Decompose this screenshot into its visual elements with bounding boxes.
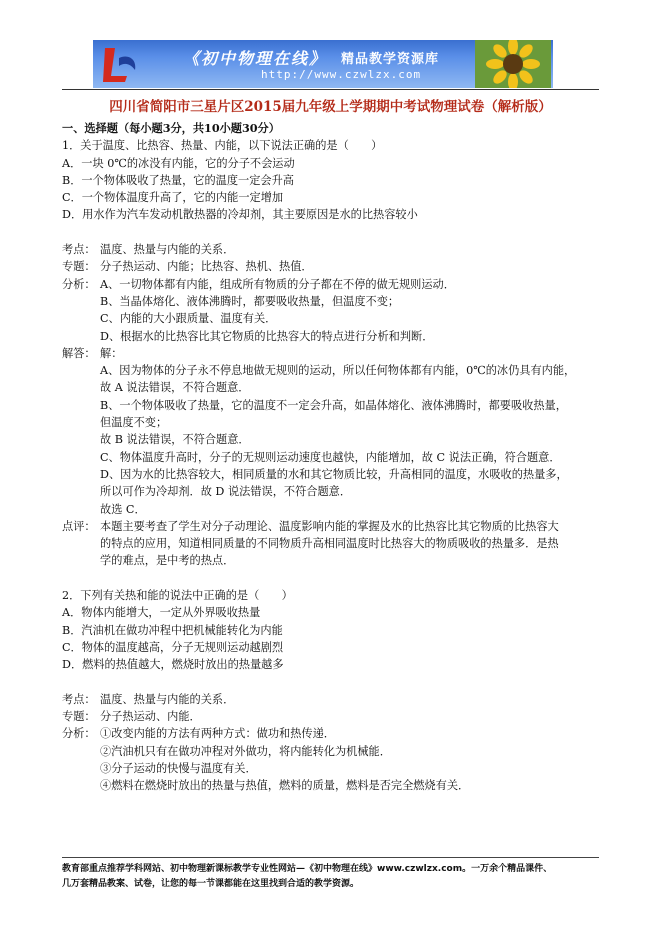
question-1-kaodian [62,241,602,258]
document-title: 四川省简阳市三星片区2015届九年级上学期期中考试物理试卷（解析版） [109,99,552,115]
question-1-fenxi [62,276,602,293]
kaodian-label: 考点： [62,243,96,257]
footer-line: 几万套精品教案、试卷，让您的每一节课都能在这里找到合适的教学资源。 [62,879,360,889]
question-2-option-b: B．汽油机在做功冲程中把机械能转化为内能 [62,623,283,637]
banner-subtitle: 精品教学资源库 [341,52,440,67]
sunflower-icon [475,40,551,88]
site-logo-icon [97,42,141,86]
question-1-option-a: A．一块 0℃的冰没有内能，它的分子不会运动 [62,156,295,170]
fenxi-label: 分析： [62,277,96,291]
footer-line: 教育部重点推荐学科网站、初中物理新课标教学专业性网站—《初中物理在线》www.czwlzx.com。一万余个精品课件、 [62,864,553,874]
kaodian-label: 考点： [62,692,96,706]
dianping-line: 学的难点，是中考的热点． [100,554,235,568]
section-heading: 一、选择题（每小题3分，共10小题30分） [62,121,280,135]
jieda-line: 故 A 说法错误，不符合题意． [100,381,250,395]
kaodian-text: 温度、热量与内能的关系． [100,243,235,257]
jieda-line: 所以可作为冷却剂．故 D 说法错误，不符合题意． [100,485,352,499]
zhuanti-label: 专题： [62,710,96,724]
site-banner [93,40,553,88]
jieda-intro: 解： [100,346,123,360]
jieda-line: 故 B 说法错误，不符合题意． [100,433,250,447]
kaodian-text: 温度、热量与内能的关系． [100,692,235,706]
fenxi-line: ①改变内能的方法有两种方式：做功和热传递． [100,727,335,741]
jieda-line: 但温度不变； [100,416,168,430]
banner-url[interactable]: http://www.czwlzx.com [261,68,422,81]
question-1-jieda [62,345,602,362]
footer-rule [62,857,599,858]
zhuanti-text: 分子热运动、内能． [100,710,201,724]
exam-content [62,120,602,795]
question-1-option-d: D．用水作为汽车发动机散热器的冷却剂，其主要原因是水的比热容较小 [62,208,418,222]
banner-title: 《初中物理在线》 [183,49,328,68]
jieda-line: A、因为物体的分子永不停息地做无规则的运动，所以任何物体都有内能，0℃的冰仍具有内能， [100,364,576,378]
fenxi-line: ④燃料在燃烧时放出的热量与热值，燃料的质量，燃料是否完全燃烧有关． [100,779,470,793]
jieda-line: D、因为水的比热容较大，相同质量的水和其它物质比较，升高相同的温度，水吸收的热量多， [100,467,568,481]
zhuanti-label: 专题： [62,260,96,274]
fenxi-line: ②汽油机只有在做功冲程对外做功，将内能转化为机械能． [100,744,391,758]
dianping-label: 点评： [62,519,96,533]
dianping-line: 的特点的应用，知道相同质量的不同物质升高相同温度时比热容大的物质吸收的热量多．是热 [100,537,559,551]
question-1-stem: 1．关于温度、比热容、热量、内能，以下说法正确的是（ ） [62,139,383,153]
question-1-option-b: B．一个物体吸收了热量，它的温度一定会升高 [62,173,294,187]
header-rule [62,89,599,90]
fenxi-line: B、当晶体熔化、液体沸腾时，都要吸收热量，但温度不变； [100,294,400,308]
question-2-kaodian [62,691,602,708]
jieda-line: B、一个物体吸收了热量，它的温度不一定会升高，如晶体熔化、液体沸腾时，都要吸收热量， [100,398,567,412]
question-1-zhuanti [62,258,602,275]
question-2-stem: 2．下列有关热和能的说法中正确的是（ ） [62,589,293,603]
fenxi-line: D、根据水的比热容比其它物质的比热容大的特点进行分析和判断． [100,329,434,343]
question-2-option-d: D．燃料的热值越大，燃烧时放出的热量越多 [62,658,284,672]
jieda-line: C、物体温度升高时，分子的无规则运动速度也越快，内能增加，故 C 说法正确，符合题意． [100,450,561,464]
jieda-label: 解答： [62,346,96,360]
fenxi-line: C、内能的大小跟质量、温度有关． [100,312,277,326]
question-2-option-a: A．物体内能增大，一定从外界吸收热量 [62,606,261,620]
dianping-line: 本题主要考查了学生对分子动理论、温度影响内能的掌握及水的比热容比其它物质的比热容大 [100,519,559,533]
zhuanti-text: 分子热运动、内能；比热容、热机、热值． [100,260,313,274]
question-2-zhuanti [62,708,602,725]
question-1-dianping [62,518,602,535]
question-2-fenxi [62,725,602,742]
fenxi-line: ③分子运动的快慢与温度有关． [100,761,257,775]
fenxi-label: 分析： [62,727,96,741]
fenxi-line: A、一切物体都有内能，组成所有物质的分子都在不停的做无规则运动． [100,277,455,291]
question-2-option-c: C．物体的温度越高，分子无规则运动越剧烈 [62,640,284,654]
page-footer [62,862,607,892]
jieda-line: 故选 C． [100,502,146,516]
question-1-option-c: C．一个物体温度升高了，它的内能一定增加 [62,191,284,205]
